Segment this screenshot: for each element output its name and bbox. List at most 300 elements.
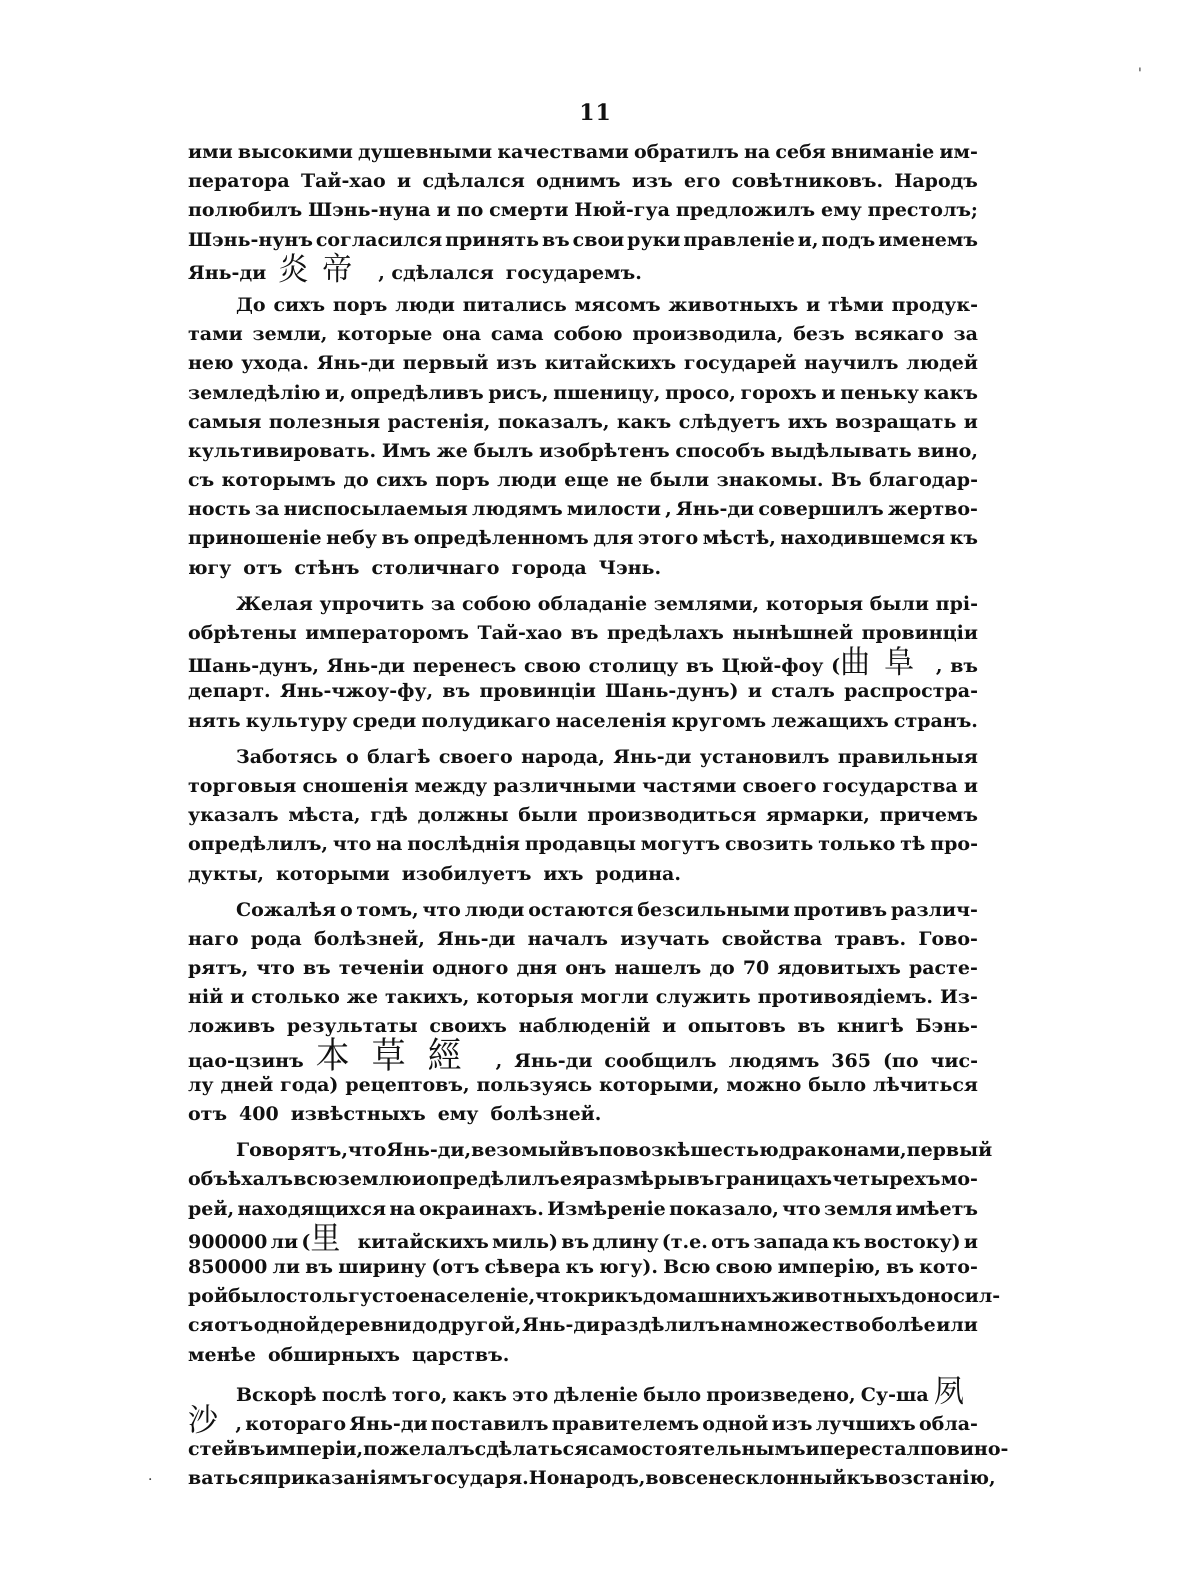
word: отъ (711, 1230, 751, 1253)
word: земля (824, 1197, 893, 1220)
word: столицу (588, 655, 679, 678)
word: люди (497, 469, 557, 492)
chinese-glyphs: 里 (310, 1219, 355, 1257)
word: подъ (821, 228, 876, 251)
word: кото- (919, 1255, 978, 1278)
word: на (720, 1314, 747, 1337)
word: сихъ (376, 469, 428, 492)
word: безсильными (637, 898, 790, 921)
word: ярмарки, (766, 804, 870, 827)
word: какъ (616, 410, 672, 433)
word: было (808, 1073, 867, 1096)
word: и (397, 170, 412, 193)
word: густое (348, 1285, 421, 1308)
word: не (708, 1467, 735, 1490)
word: окраинахъ. (419, 1197, 544, 1220)
word: и (747, 680, 762, 703)
text-line (188, 954, 978, 983)
word: производила, (632, 323, 784, 346)
word: прі- (935, 592, 978, 615)
word: имѣетъ (895, 1197, 978, 1220)
word: котораго (245, 1412, 347, 1435)
text-line (188, 743, 978, 772)
word: благодар- (869, 469, 978, 492)
word: Желая (236, 592, 313, 615)
word: же (436, 439, 468, 462)
word: обла- (918, 1412, 978, 1435)
text-line (188, 1165, 978, 1194)
word: , (935, 655, 943, 678)
word: того, (391, 1383, 448, 1406)
word: Янь-ди (316, 352, 396, 375)
word: границахъ (714, 1168, 833, 1191)
word: 900000 (188, 1230, 268, 1253)
word: Имъ (381, 439, 431, 462)
word: Шань-дунъ, (188, 655, 320, 678)
word: и (662, 1015, 677, 1038)
word: повозкѣ (598, 1139, 691, 1162)
word: собою (553, 323, 623, 346)
word: драконами, (778, 1139, 907, 1162)
word: одной (702, 1412, 769, 1435)
word: и (821, 381, 836, 404)
word: Всю (663, 1255, 711, 1278)
word: за (953, 323, 978, 346)
text-line (188, 925, 978, 954)
word: ему (437, 1103, 479, 1125)
word: горохъ (740, 381, 817, 404)
word: отъ (214, 1314, 254, 1337)
word: одного (432, 957, 509, 980)
word: Въ (831, 469, 862, 492)
word: для (593, 527, 634, 550)
word: изучать (620, 927, 710, 950)
word: болѣзней. (490, 1103, 602, 1125)
inline-chinese-characters (188, 1402, 232, 1439)
word: или (936, 1314, 978, 1337)
text-line (188, 408, 978, 437)
word: югу (188, 556, 232, 579)
text-line (188, 554, 978, 583)
word: Заботясь (236, 745, 338, 768)
word: служить (655, 986, 751, 1009)
word: менѣе (188, 1343, 256, 1366)
word: домашнихъ (643, 1285, 772, 1308)
word: своего (742, 774, 817, 797)
text-line (188, 1341, 978, 1370)
word: Янь-ди (437, 927, 516, 950)
word: изъ (631, 170, 673, 193)
word: себя (775, 141, 826, 163)
word: размѣры (586, 1168, 687, 1191)
word: были (518, 804, 578, 827)
word: какъ (452, 1383, 507, 1406)
word: возстанію, (874, 1467, 996, 1490)
word: жертво- (887, 498, 978, 521)
word: им- (939, 141, 978, 163)
word: свозить (725, 833, 814, 856)
word: которымъ (221, 469, 336, 492)
text-line (188, 1100, 978, 1129)
word: имперію, (777, 1255, 881, 1278)
word: правильныя (837, 745, 978, 768)
word: обладаніе (537, 592, 648, 615)
word: ихъ (787, 410, 828, 433)
word: наго (188, 927, 239, 950)
word: послѣднія (407, 833, 520, 856)
word: До (236, 293, 266, 316)
word: противоядіемъ. (757, 986, 934, 1009)
word: теченіи (338, 957, 424, 980)
word: въ (686, 1168, 715, 1191)
word: рецептовъ, (345, 1073, 470, 1096)
word: же (346, 986, 379, 1009)
word: болѣе (871, 1314, 936, 1337)
word: изобилуетъ (401, 862, 532, 885)
word: запада (753, 1230, 830, 1253)
word: мѣста, (288, 804, 361, 827)
word: что (256, 957, 295, 980)
word: безъ (793, 323, 845, 346)
word: и, (325, 381, 346, 404)
word: народъ, (559, 1467, 646, 1490)
text-line (188, 167, 978, 196)
word: , (495, 1049, 503, 1072)
word: доносил- (901, 1285, 1001, 1308)
text-line (188, 1311, 978, 1340)
word: Из- (939, 986, 978, 1009)
word: нять (188, 709, 241, 732)
word: землями, (653, 592, 760, 615)
word: государей (683, 352, 797, 375)
word: своихъ (429, 1015, 507, 1038)
word: совѣтниковъ. (731, 170, 884, 193)
word: Шань-дунъ) (605, 680, 739, 703)
word: множество (747, 1314, 871, 1337)
word: торговыя (188, 774, 297, 797)
text-line (188, 983, 978, 1012)
word: четырехъ (832, 1168, 941, 1191)
word: народа, (521, 745, 605, 768)
word: 70 (742, 957, 770, 980)
word: лу (188, 1073, 214, 1096)
chinese-glyphs: 本草經 (315, 1034, 484, 1077)
word: въ (305, 1255, 334, 1278)
word: 365 (831, 1049, 871, 1072)
word: приказаніямъ (263, 1467, 422, 1490)
word: согласился (315, 228, 443, 251)
word: знакомы. (716, 469, 824, 492)
text-line (188, 524, 978, 553)
word: обрѣтены (188, 622, 297, 644)
word: людямъ (728, 1049, 820, 1072)
word: установилъ (699, 745, 830, 768)
word: (т.е. (661, 1230, 708, 1253)
word: въ (797, 1015, 826, 1038)
word: ность (188, 498, 251, 521)
word: просо, (665, 381, 736, 404)
word: , (665, 498, 672, 521)
word: ли (272, 1255, 301, 1278)
word: въ (570, 1139, 599, 1162)
word: тѣ (900, 833, 926, 856)
word: которыми (275, 862, 390, 885)
word: одной (253, 1314, 320, 1337)
word: правленіе (683, 228, 795, 251)
word: такихъ, (384, 986, 470, 1009)
word: которые (337, 323, 433, 346)
text-line (188, 1034, 978, 1077)
word: поръ (435, 469, 490, 492)
word: , (235, 1412, 242, 1435)
word: югу). (599, 1255, 659, 1278)
word: и (963, 774, 978, 797)
word: къ (949, 527, 978, 550)
word: 850000 (188, 1255, 268, 1278)
word: къ (565, 1255, 594, 1278)
word: нею (188, 352, 234, 375)
word: къ (832, 1230, 861, 1253)
word: первый (906, 1139, 993, 1162)
word: продавцы (524, 833, 636, 856)
word: столь (285, 1285, 349, 1308)
word: вино, (917, 439, 978, 462)
word: что (347, 1139, 387, 1162)
word: послѣ (321, 1383, 387, 1406)
word: перестал (819, 1438, 921, 1461)
word: самостоятельнымъ (588, 1438, 806, 1461)
word: всякаго (854, 323, 944, 346)
word: ся (188, 1314, 214, 1337)
word: населенія (555, 709, 667, 732)
word: въ (541, 228, 570, 251)
word: дня (516, 957, 558, 980)
word: и (230, 986, 245, 1009)
word: его (683, 170, 721, 193)
word: землю (337, 1168, 412, 1191)
text-line (188, 1464, 996, 1493)
word: въ (302, 957, 331, 980)
word: были (869, 592, 929, 615)
word: дукты, (188, 862, 264, 885)
word: совершилъ (758, 498, 884, 521)
word: Янь-ди, (386, 1139, 472, 1162)
word: въ (950, 655, 978, 678)
word: съ (188, 469, 215, 492)
word: это (512, 1383, 549, 1406)
text-line (188, 677, 978, 706)
word: царствъ. (411, 1343, 510, 1366)
text-line (188, 138, 978, 167)
word: небу (326, 527, 377, 550)
word: были (649, 469, 710, 492)
word: опредѣленномъ (413, 527, 589, 550)
word: отъ (188, 1103, 228, 1125)
word: Янь-ди (188, 261, 267, 284)
word: милости (566, 498, 661, 521)
word: опредѣлилъ (426, 1168, 560, 1191)
word: рятъ, (188, 957, 249, 980)
word: находившемся (780, 527, 946, 550)
word: сама (490, 323, 544, 346)
word: на (376, 833, 403, 856)
word: предѣлахъ (606, 622, 724, 644)
word: китайскихъ (357, 1230, 489, 1253)
word: Шэнь-нунъ (188, 228, 313, 251)
word: Говорятъ, (236, 1139, 348, 1162)
word: благѣ (367, 745, 431, 768)
text-line (188, 1071, 978, 1100)
word: востоку) (863, 1230, 961, 1253)
word: земли, (252, 323, 328, 346)
inline-chinese-characters (315, 1034, 484, 1077)
inline-chinese-characters: (里 (301, 1219, 355, 1257)
text-line (188, 437, 978, 466)
word: обратилъ (634, 141, 739, 163)
word: кругомъ (671, 709, 767, 732)
text-line (188, 1195, 978, 1224)
text-line (188, 896, 978, 925)
word: государемъ. (505, 261, 642, 284)
paragraph-gap (188, 583, 978, 590)
word: шестью (690, 1139, 779, 1162)
word: департ. (188, 680, 271, 703)
text-line (188, 860, 978, 889)
text-line (188, 291, 978, 320)
word: населеніе, (420, 1285, 536, 1308)
word: животныхъ (771, 1285, 902, 1308)
word: между (414, 774, 488, 797)
word: длину (592, 1230, 659, 1253)
word: Шэнь-нуна (308, 199, 431, 222)
word: перенесъ (412, 655, 517, 678)
word: ній (188, 986, 224, 1009)
word: различ- (890, 898, 978, 921)
word: именемъ (878, 228, 978, 251)
word: которыя (765, 592, 864, 615)
word: Вскорѣ (236, 1383, 317, 1406)
word: культуру (245, 709, 348, 732)
text-line (188, 1219, 978, 1257)
word: въ (237, 1438, 266, 1461)
word: полюбилъ (188, 199, 303, 222)
word: обширныхъ (267, 1343, 400, 1366)
word: ея (559, 1168, 586, 1191)
word: Янь-ди (514, 1049, 593, 1072)
text-line (188, 1253, 978, 1282)
word: пользуясь (476, 1073, 593, 1096)
text-line (188, 1282, 1001, 1311)
word: руки (627, 228, 681, 251)
word: людямъ (471, 498, 563, 521)
word: упрочить (319, 592, 425, 615)
word: книгѣ (836, 1015, 904, 1038)
word: ядовитыхъ (777, 957, 901, 980)
text-line (188, 772, 978, 801)
word: травъ. (834, 927, 907, 950)
word: цао-цзинъ (188, 1049, 304, 1072)
word: тами (188, 323, 243, 346)
word: про- (930, 833, 978, 856)
word: города (511, 556, 587, 579)
word: еще (564, 469, 609, 492)
word: крикъ (573, 1285, 644, 1308)
word: рисъ, (488, 381, 549, 404)
paragraph-gap (188, 889, 978, 896)
text-line (188, 801, 978, 830)
word: самыя (188, 410, 262, 433)
word: высокими (237, 141, 353, 163)
word: нашелъ (614, 957, 702, 980)
word: слѣдуетъ (678, 410, 781, 433)
word: было (228, 1285, 286, 1308)
word: Измѣреніе (547, 1197, 666, 1220)
word: Нюй-гуа (574, 199, 670, 222)
text-line (188, 1136, 993, 1165)
word: наблюденій (518, 1015, 651, 1038)
word: результаты (286, 1015, 418, 1038)
text-line (188, 250, 978, 288)
word: какъ (923, 381, 978, 404)
word: къ (846, 1467, 875, 1490)
word: сообщилъ (604, 1049, 717, 1072)
text-line (188, 830, 978, 859)
word: показалъ, (497, 410, 610, 433)
word: можно (726, 1073, 802, 1096)
word: способъ (675, 439, 766, 462)
word: указалъ (188, 804, 279, 827)
word: ложивъ (188, 1015, 276, 1038)
word: дней (220, 1073, 274, 1096)
page-number: 11 (579, 100, 612, 126)
chinese-glyphs: 沙 (188, 1402, 232, 1439)
word: до (343, 469, 369, 492)
word: въ (381, 527, 410, 550)
text-line (188, 495, 978, 524)
word: пожелалъ (363, 1438, 475, 1461)
word: онъ (565, 957, 607, 980)
word: въ (686, 655, 714, 678)
word: былъ (473, 439, 534, 462)
word: свою (523, 655, 581, 678)
word: столько (251, 986, 340, 1009)
word: (по (882, 1049, 919, 1072)
word: что (422, 898, 461, 921)
word: сдѣлался (422, 170, 525, 193)
word: свои (572, 228, 625, 251)
word: въ (570, 622, 599, 644)
word: Су-ша (860, 1383, 929, 1406)
word: что (782, 1197, 821, 1220)
word: странъ. (893, 709, 978, 732)
text-line (188, 466, 978, 495)
word: собою (462, 592, 532, 615)
word: вовсе (645, 1467, 709, 1490)
word: поставилъ (430, 1412, 549, 1435)
word: только (818, 833, 896, 856)
text-line (188, 1372, 978, 1410)
word: свою (715, 1255, 773, 1278)
word: рей, (188, 1197, 235, 1220)
word: Янь-ди (521, 1314, 601, 1337)
scan-speck: ' (1138, 66, 1142, 82)
word: этого (637, 527, 699, 550)
word: Янь-ди (326, 655, 405, 678)
word: распростра- (844, 680, 978, 703)
word: сѣвера (484, 1255, 561, 1278)
word: ператора (188, 170, 290, 193)
word: научилъ (804, 352, 899, 375)
